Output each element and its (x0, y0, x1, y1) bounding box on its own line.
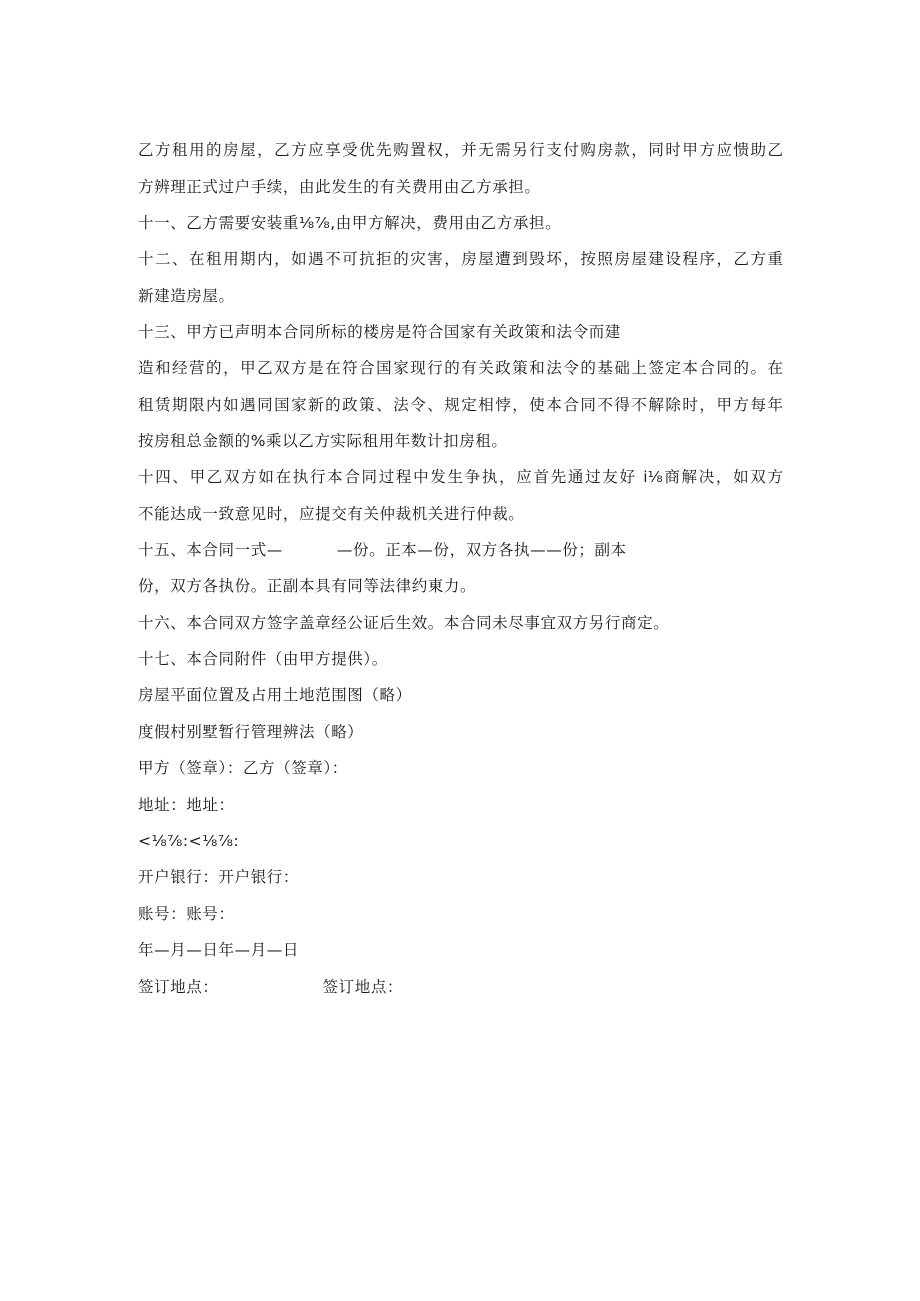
text-line-transfer: 方辨理正式过户手续，由此发生的有关费用由乙方承担。 (138, 178, 541, 196)
clause-15 (138, 540, 627, 560)
garbled-line: <⅛⅞:<⅛⅞: (138, 832, 240, 850)
text-line-arbitration: 不能达成一致意见时，应提交有关仲裁机关进行仲裁。 (138, 505, 525, 523)
clause-14: 十四、甲乙双方如在执行本合同过程中发生争执，应首先通过友好 i⅛商解决，如双方 (138, 468, 783, 486)
signature-line: 甲方（签章）：乙方（签章）： (138, 759, 348, 777)
text-line-purchase-right: 乙方租用的房屋，乙方应享受优先购置权，并无需另行支付购房款，同时甲方应愦助乙 (138, 141, 783, 159)
text-line-policy: 造和经营的，甲乙双方是在符合国家现行的有关政策和法令的基础上签定本合同的。在 (138, 359, 783, 377)
text-line-copies: 份，双方各执份。正副本具有同等法律约東力。 (138, 577, 477, 595)
signing-place-party-b: 签订地点： (322, 978, 404, 996)
clause-11: 十一、乙方需要安装重⅛⅞,由甲方解决，费用由乙方承担。 (138, 214, 562, 232)
address-line: 地址：地址： (138, 796, 235, 814)
clause-13: 十三、甲方已声明本合同所标的楼房是符合国家有关政策和法令而建 (138, 323, 622, 341)
date-line: 年—月—日年—月—日 (138, 941, 300, 959)
account-line: 账号：账号： (138, 905, 235, 923)
signing-place-line (138, 977, 403, 997)
clause-15-part-2: —份。正本—份，双方各执——份；副本 (336, 541, 627, 559)
clause-16: 十六、本合同双方签字盖章经公证后生效。本合同未尽事宜双方另行商定。 (138, 614, 670, 632)
clause-15-part-1: 十五、本合同一式— (138, 541, 283, 559)
clause-17: 十七、本合同附件（由甲方提供）。 (138, 650, 388, 668)
clause-12: 十二、在租用期内，如遇不可抗拒的灾害，房屋遭到毁坏，按照房屋建设程序，乙方重 (138, 250, 783, 268)
signing-place-party-a: 签订地点： (138, 978, 219, 996)
attachment-floor-plan: 房屋平面位置及占用土地范围图（略） (138, 686, 412, 704)
text-line-rebuild: 新建造房屋。 (138, 287, 235, 305)
bank-line: 开户银行：开户银行： (138, 868, 300, 886)
attachment-management-rules: 度假村别墅暂行管理辨法（略） (138, 723, 364, 741)
text-line-rent-deduction: 按房租总金额的%乘以乙方实际租用年数计扣房租。 (138, 432, 508, 450)
text-line-lease-term: 租赁期限内如遇同国家新的政策、法令、规定相悖，使本合同不得不解除时，甲方每年 (138, 396, 783, 414)
